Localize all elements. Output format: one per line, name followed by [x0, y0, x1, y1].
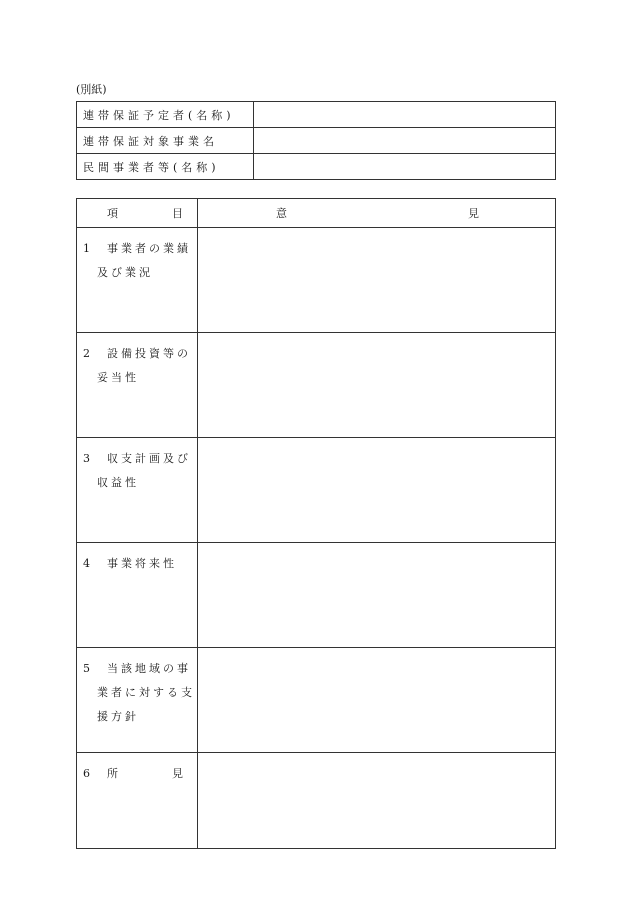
table-row	[77, 438, 556, 543]
header-row-guarantor	[77, 102, 556, 128]
item-column-header	[77, 199, 198, 228]
item-label: 2 設備投資等の 妥当性	[83, 347, 191, 384]
item-cell	[77, 228, 198, 333]
opinion-cell[interactable]	[198, 543, 556, 648]
item-header-left: 項	[107, 207, 118, 220]
opinion-cell[interactable]	[198, 333, 556, 438]
table-row	[77, 228, 556, 333]
opinion-cell[interactable]	[198, 438, 556, 543]
opinion-cell[interactable]	[198, 753, 556, 849]
table-row	[77, 753, 556, 849]
opinion-cell[interactable]	[198, 648, 556, 753]
guarantor-info-table	[76, 101, 556, 180]
item-label: 4 事業将来性	[83, 557, 177, 570]
opinion-header-left: 意	[276, 207, 287, 220]
guarantor-name-field[interactable]	[254, 102, 556, 128]
table-row	[77, 333, 556, 438]
item-label: 3 収支計画及び 収益性	[83, 452, 191, 489]
operator-name-field[interactable]	[254, 154, 556, 180]
item-cell	[77, 333, 198, 438]
item-cell	[77, 648, 198, 753]
guarantor-name-label: 連帯保証予定者(名称)	[77, 102, 254, 128]
item-cell	[77, 543, 198, 648]
item-label: 5 当該地域の事 業者に対する支 援方針	[83, 662, 195, 723]
project-name-label: 連帯保証対象事業名	[77, 128, 254, 154]
item-cell	[77, 438, 198, 543]
item-cell	[77, 753, 198, 849]
opinion-cell[interactable]	[198, 228, 556, 333]
header-row-project	[77, 128, 556, 154]
project-name-field[interactable]	[254, 128, 556, 154]
item-label-left: 6 所	[83, 767, 121, 780]
opinion-table	[76, 198, 556, 849]
opinion-table-header	[77, 199, 556, 228]
header-row-operator	[77, 154, 556, 180]
table-row	[77, 543, 556, 648]
item-header-right: 目	[172, 207, 183, 220]
opinion-header-right: 見	[468, 207, 479, 220]
item-label-right: 見	[172, 767, 183, 780]
table-row	[77, 648, 556, 753]
attachment-note: (別紙)	[76, 83, 107, 96]
opinion-column-header	[198, 199, 556, 228]
item-label	[83, 753, 191, 786]
operator-name-label: 民間事業者等(名称)	[77, 154, 254, 180]
item-label: 1 事業者の業績 及び業況	[83, 242, 191, 279]
